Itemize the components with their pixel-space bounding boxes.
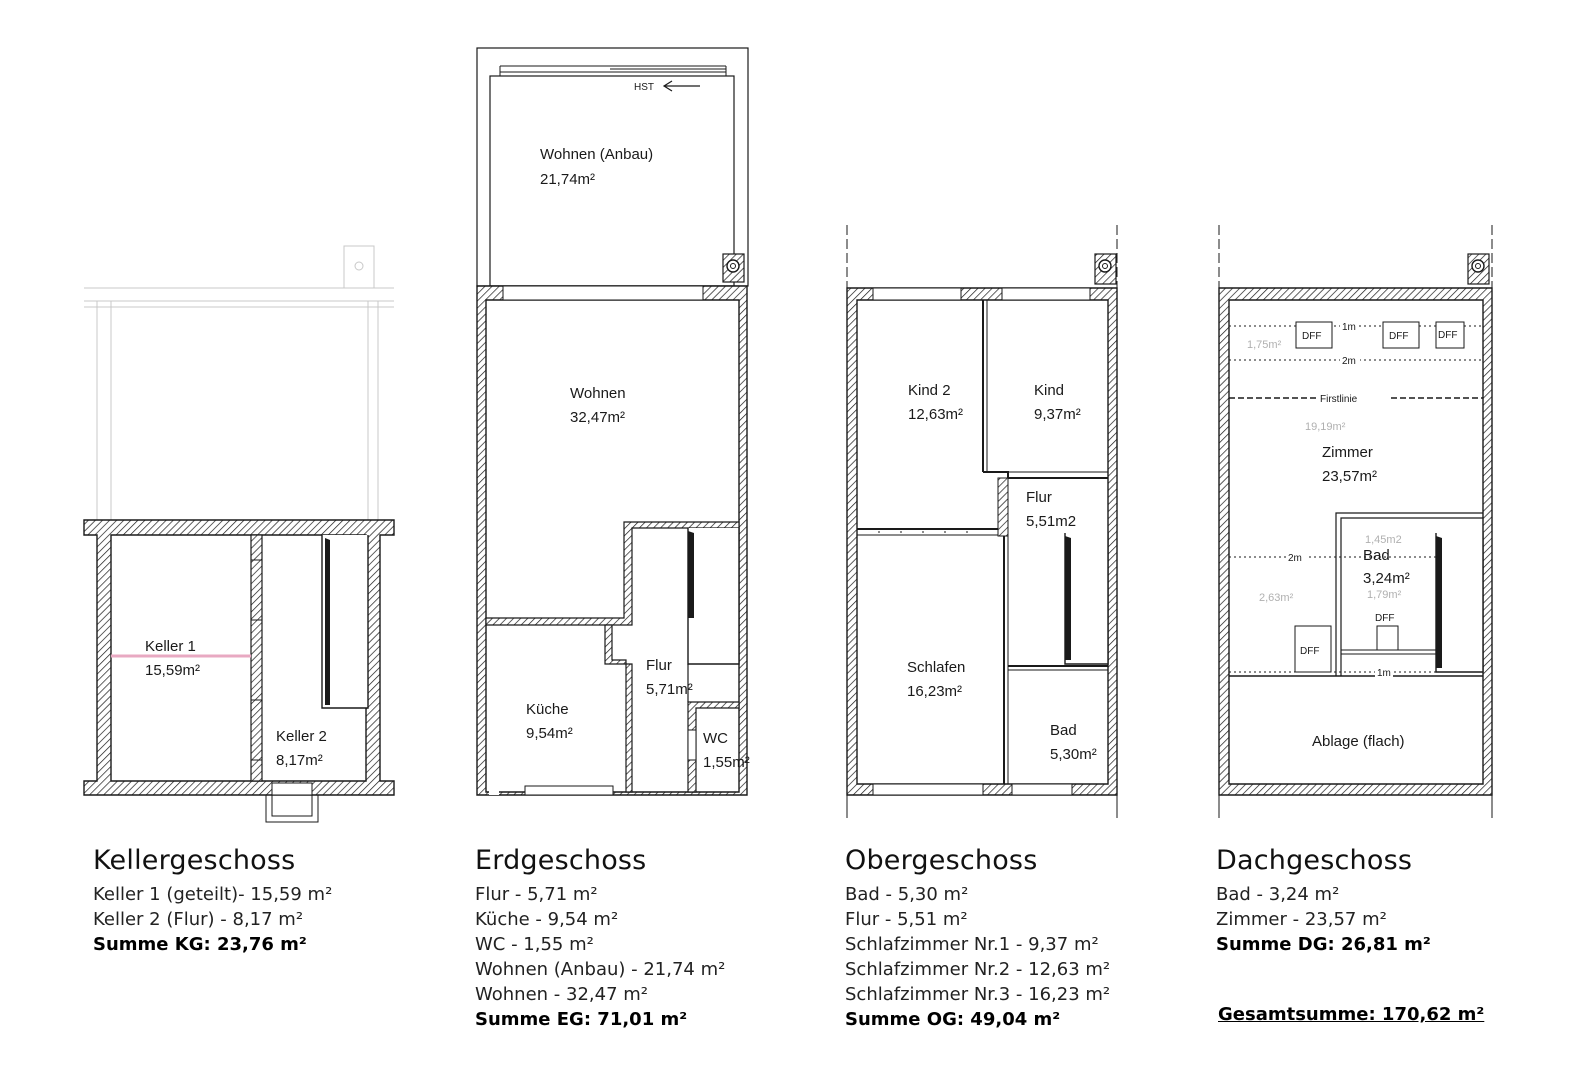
room-label-keller2: Keller 2	[276, 728, 327, 745]
grand-total: Gesamtsumme: 170,62 m²	[1218, 1004, 1485, 1025]
dim-1m-bottom: 1m	[1377, 668, 1391, 679]
room-label-flur-eg: Flur	[646, 657, 672, 674]
ghost-outline	[84, 246, 394, 520]
eg-stair	[688, 528, 739, 664]
hst-label: HST	[634, 82, 654, 93]
dim-1m-top: 1m	[1342, 322, 1356, 333]
summary-line: Bad - 5,30 m²	[845, 884, 969, 905]
dff-label-3: DFF	[1438, 330, 1458, 341]
room-area-bad-dg: 3,24m²	[1363, 570, 1410, 587]
room-area-flur-og: 5,51m2	[1026, 513, 1077, 530]
dim-2m-mid: 2m	[1288, 553, 1302, 564]
ghost-area-2: 19,19m²	[1305, 421, 1346, 433]
summary-line: Küche - 9,54 m²	[475, 909, 619, 930]
summary-line: Schlafzimmer Nr.1 - 9,37 m²	[845, 934, 1099, 955]
ghost-area-3: 1,45m2	[1365, 534, 1402, 546]
dim-2m-top: 2m	[1342, 356, 1356, 367]
summary-title: Erdgeschoss	[475, 845, 647, 876]
room-area-flur-eg: 5,71m²	[646, 681, 693, 698]
room-area-schlafen: 16,23m²	[907, 683, 963, 700]
room-label-kueche: Küche	[526, 701, 569, 718]
room-label-flur-og: Flur	[1026, 489, 1052, 506]
summary-line: Wohnen (Anbau) - 21,74 m²	[475, 959, 726, 980]
summary-line: Zimmer - 23,57 m²	[1216, 909, 1387, 930]
room-area-zimmer: 23,57m²	[1322, 468, 1378, 485]
room-area-kind2: 12,63m²	[908, 406, 964, 423]
summary-line: Keller 2 (Flur) - 8,17 m²	[93, 909, 304, 930]
room-label-wohnen-anbau: Wohnen (Anbau)	[540, 146, 654, 163]
dg-stair	[1436, 533, 1483, 672]
room-area-kueche: 9,54m²	[526, 725, 573, 742]
room-area-keller1: 15,59m²	[145, 662, 201, 679]
summary-dachgeschoss	[1216, 845, 1556, 957]
keller-partition	[251, 535, 262, 781]
plan-obergeschoss	[847, 225, 1117, 818]
plan-dachgeschoss	[1219, 225, 1492, 818]
room-area-keller2: 8,17m²	[276, 752, 323, 769]
summary-title: Obergeschoss	[845, 845, 1038, 876]
summary-title: Dachgeschoss	[1216, 845, 1413, 876]
room-label-wc: WC	[703, 730, 728, 747]
summary-line: WC - 1,55 m²	[475, 934, 594, 955]
ghost-area-1: 1,75m²	[1247, 339, 1282, 351]
summary-line: Keller 1 (geteilt)- 15,59 m²	[93, 884, 333, 905]
room-area-wohnen-anbau: 21,74m²	[540, 171, 596, 188]
ghost-area-4: 1,79m²	[1367, 589, 1402, 601]
summary-line: Schlafzimmer Nr.2 - 12,63 m²	[845, 959, 1111, 980]
summary-line: Wohnen - 32,47 m²	[475, 984, 648, 1005]
plan-kellergeschoss	[84, 246, 394, 822]
summary-line: Flur - 5,51 m²	[845, 909, 968, 930]
room-label-ablage: Ablage (flach)	[1312, 733, 1405, 750]
summary-obergeschoss	[845, 845, 1185, 1032]
summary-total: Summe KG: 23,76 m²	[93, 934, 307, 955]
room-label-zimmer: Zimmer	[1322, 444, 1373, 461]
room-area-kind: 9,37m²	[1034, 406, 1081, 423]
anbau-outline	[477, 48, 748, 286]
lichtschacht	[266, 795, 318, 822]
plan-erdgeschoss	[477, 48, 750, 795]
eg-wall-kueche-flur	[605, 625, 632, 792]
firstlinie-label: Firstlinie	[1320, 394, 1358, 405]
summary-kellergeschoss	[93, 845, 433, 957]
og-stair	[1065, 533, 1108, 664]
summary-total: Summe OG: 49,04 m²	[845, 1009, 1061, 1030]
room-label-kind: Kind	[1034, 382, 1065, 399]
summary-line: Schlafzimmer Nr.3 - 16,23 m²	[845, 984, 1111, 1005]
dff-label-2: DFF	[1389, 331, 1409, 342]
summary-total: Summe DG: 26,81 m²	[1216, 934, 1431, 955]
summary-title: Kellergeschoss	[93, 845, 296, 876]
room-label-keller1: Keller 1	[145, 638, 196, 655]
room-area-wc: 1,55m²	[703, 754, 750, 771]
room-label-wohnen: Wohnen	[570, 385, 626, 402]
dff-label-5: DFF	[1300, 646, 1320, 657]
summary-line: Flur - 5,71 m²	[475, 884, 598, 905]
summary-total: Summe EG: 71,01 m²	[475, 1009, 688, 1030]
room-label-bad-og: Bad	[1050, 722, 1077, 739]
room-label-bad-dg: Bad	[1363, 547, 1390, 564]
hst-arrow	[664, 81, 700, 91]
room-area-bad-og: 5,30m²	[1050, 746, 1097, 763]
summary-line: Bad - 3,24 m²	[1216, 884, 1340, 905]
room-label-schlafen: Schlafen	[907, 659, 966, 676]
ghost-area-5: 2,63m²	[1259, 592, 1294, 604]
room-label-kind2: Kind 2	[908, 382, 951, 399]
room-area-wohnen: 32,47m²	[570, 409, 626, 426]
summary-erdgeschoss	[475, 845, 815, 1032]
dff-label-4: DFF	[1375, 613, 1395, 624]
dff-label-1: DFF	[1302, 331, 1322, 342]
